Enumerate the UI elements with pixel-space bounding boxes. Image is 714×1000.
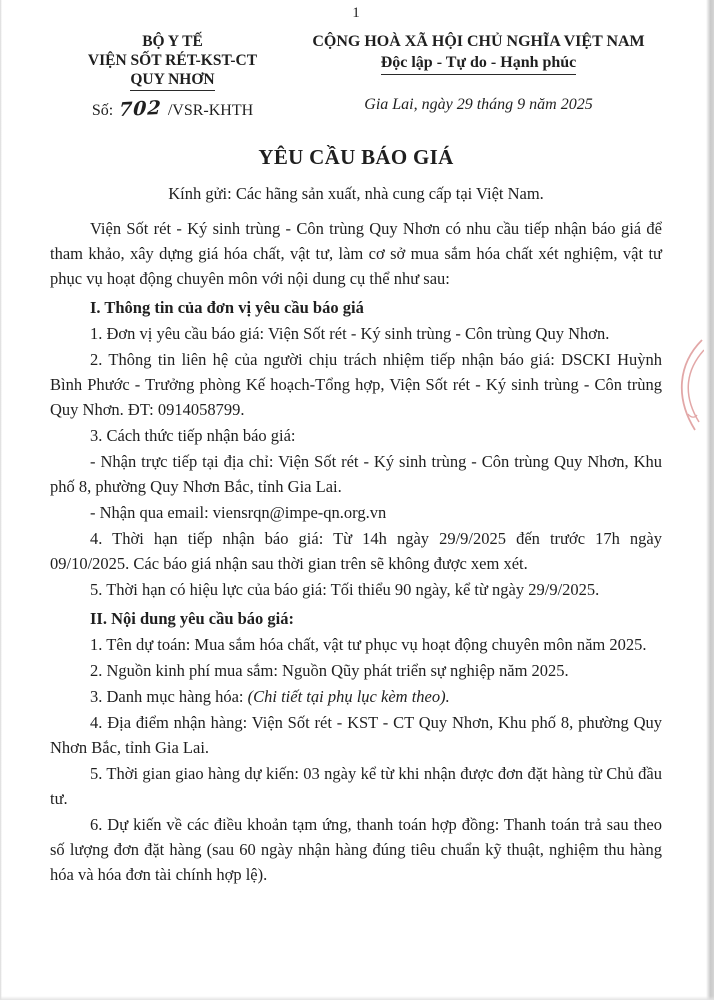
section-2-heading: II. Nội dung yêu cầu báo giá: [90, 609, 295, 628]
document-body [50, 216, 662, 887]
section-1-item-1: 1. Đơn vị yêu cầu báo giá: Viện Sốt rét - Ký sinh trùng - Côn trùng Quy Nhơn. [90, 324, 610, 343]
section-2-item-3-note: (Chi tiết tại phụ lục kèm theo). [247, 687, 450, 706]
scan-edge-bottom [0, 996, 714, 1000]
section-1-item-5: 5. Thời hạn có hiệu lực của báo giá: Tối thiểu 90 ngày, kể từ ngày 29/9/2025. [90, 580, 600, 599]
section-2-item-3-label: 3. Danh mục hàng hóa: [90, 687, 244, 706]
intro-paragraph: Viện Sốt rét - Ký sinh trùng - Côn trùng Quy Nhơn có nhu cầu tiếp nhận báo giá để tham khảo, xây dựng giá hóa chất, vật tư, làm cơ sở mua sắm hóa chất xét nghiệm, vật tư phục vụ hoạt động chuyên môn với nội dung cụ thể như sau: [50, 219, 662, 288]
section-1-item-3-bullet-direct: - Nhận trực tiếp tại địa chỉ: Viện Sốt rét - Ký sinh trùng - Côn trùng Quy Nhơn, Khu phố 8, phường Quy Nhơn Bắc, tỉnh Gia Lai. [50, 452, 662, 496]
ref-code: /VSR-KHTH [167, 102, 254, 119]
document-title: YÊU CẦU BÁO GIÁ [258, 145, 454, 169]
page-number: 1 [352, 5, 360, 21]
ref-label: Số: [91, 102, 114, 119]
salutation-line: Kính gửi: Các hãng sản xuất, nhà cung cấp tại Việt Nam. [168, 184, 544, 203]
issuer-block [50, 32, 295, 120]
section-1-item-2: 2. Thông tin liên hệ của người chịu trách nhiệm tiếp nhận báo giá: DSCKI Huỳnh Bình Phước - Trưởng phòng Kế hoạch-Tổng hợp, Viện Sốt rét - Ký sinh trùng - Côn trùng Quy Nhơn. ĐT: 0914058799. [50, 350, 662, 419]
section-1-heading: I. Thông tin của đơn vị yêu cầu báo giá [90, 298, 364, 317]
section-1-item-3: 3. Cách thức tiếp nhận báo giá: [90, 426, 296, 445]
ref-number-handwritten: 702 [118, 96, 163, 122]
section-2-item-2: 2. Nguồn kinh phí mua sắm: Nguồn Qũy phát triển sự nghiệp năm 2025. [90, 661, 569, 680]
section-2-item-3 [50, 684, 662, 709]
section-2-item-4: 4. Địa điểm nhận hàng: Viện Sốt rét - KST - CT Quy Nhơn, Khu phố 8, phường Quy Nhơn Bắc, tỉnh Gia Lai. [50, 713, 662, 757]
section-2-item-5: 5. Thời gian giao hàng dự kiến: 03 ngày kể từ khi nhận được đơn đặt hàng từ Chủ đầu tư. [50, 764, 662, 808]
document-header [50, 32, 662, 120]
issuer-city-text: QUY NHƠN [130, 70, 214, 91]
national-motto-text: Độc lập - Tự do - Hạnh phúc [381, 53, 577, 75]
section-1-item-4: 4. Thời hạn tiếp nhận báo giá: Từ 14h ngày 29/9/2025 đến trước 17h ngày 09/10/2025. Các báo giá nhận sau thời gian trên sẽ không được xem xét. [50, 529, 662, 573]
section-2-item-1: 1. Tên dự toán: Mua sắm hóa chất, vật tư phục vụ hoạt động chuyên môn năm 2025. [90, 635, 647, 654]
issuer-ministry: BỘ Y TẾ [142, 33, 203, 50]
country-name: CỘNG HOÀ XÃ HỘI CHỦ NGHĨA VIỆT NAM [312, 33, 645, 50]
national-block [295, 32, 662, 120]
issuer-city [50, 70, 295, 91]
scan-edge-right [706, 0, 714, 1000]
red-stamp-arc [672, 338, 704, 438]
section-1-item-3-bullet-email: - Nhận qua email: viensrqn@impe-qn.org.vn [90, 503, 387, 522]
place-date-line: Gia Lai, ngày 29 tháng 9 năm 2025 [364, 96, 593, 113]
section-2-item-6: 6. Dự kiến về các điều khoản tạm ứng, thanh toán hợp đồng: Thanh toán trả sau theo số lượng đơn đặt hàng (sau 60 ngày nhận hàng đúng tiêu chuẩn kỹ thuật, nghiệm thu hàng hóa và hóa đơn tài chính hợp lệ). [50, 815, 662, 884]
issuer-institute: VIỆN SỐT RÉT-KST-CT [87, 52, 258, 69]
scan-edge-left [0, 0, 2, 1000]
national-motto [295, 53, 662, 75]
reference-number-line [50, 98, 295, 120]
